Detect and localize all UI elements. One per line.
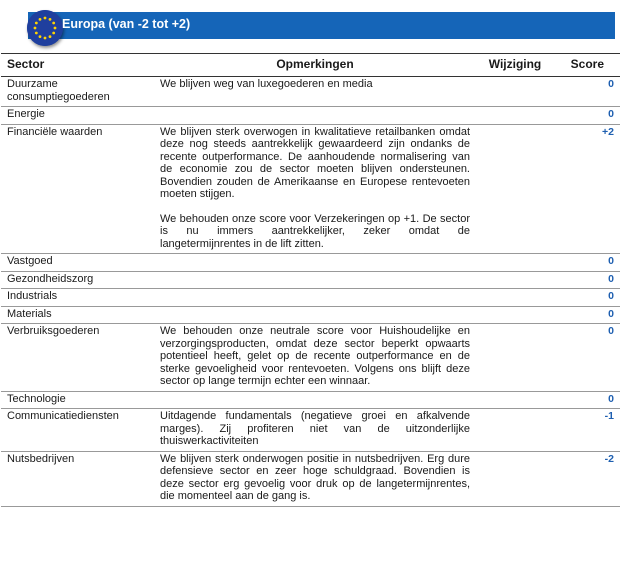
remark-paragraph: Uitdagende fundamentals (negatieve groei en afkalvende marges). Zij profiteren niet van de uitzonderlijke thuiswerkactiviteiten [160, 410, 470, 447]
remark-paragraph: We behouden onze neutrale score voor Huishoudelijke en verzorgingsproducten, omdat deze sector beperkt opwaarts potentieel heeft, gelet op de recente outperformance en de sterke gevoeligheid voor rentevoeten. Volgens ons blijft deze sector op lange termijn echter een winnaar. [160, 325, 470, 387]
flag-star [52, 32, 55, 35]
sector-score: 0 [554, 271, 620, 289]
sector-score: 0 [554, 107, 620, 125]
table-row [1, 324, 620, 392]
sector-change [476, 306, 554, 324]
remark-paragraph: We blijven weg van luxegoederen en media [160, 78, 373, 90]
sector-remarks [154, 451, 476, 506]
sector-name: Financiële waarden [1, 124, 154, 254]
sector-change [476, 107, 554, 125]
flag-star [39, 18, 42, 21]
sector-remarks [154, 409, 476, 452]
sector-score: 0 [554, 324, 620, 392]
sector-remarks [154, 289, 476, 307]
flag-star [39, 35, 42, 38]
flag-star [54, 27, 57, 30]
sector-remarks [154, 306, 476, 324]
flag-star [34, 27, 37, 30]
header-sector: Sector [1, 54, 154, 77]
header-change: Wijziging [476, 54, 554, 77]
sector-score: 0 [554, 77, 620, 107]
table-header-row [1, 54, 620, 77]
sector-name: Gezondheidszorg [1, 271, 154, 289]
sector-name: Technologie [1, 391, 154, 409]
flag-star [44, 17, 47, 20]
sector-score: 0 [554, 289, 620, 307]
table-row [1, 271, 620, 289]
table-row [1, 391, 620, 409]
table-row [1, 107, 620, 125]
sector-name: Vastgoed [1, 254, 154, 272]
remark-paragraph: We behouden onze score voor Verzekeringen op +1. De sector is nu immers aantrekkelijker, zeker omdat de langetermijnrentes in de lift zitten. [160, 212, 470, 250]
sector-name: Materials [1, 306, 154, 324]
flag-star [44, 37, 47, 40]
sector-score: 0 [554, 306, 620, 324]
sector-remarks [154, 77, 476, 107]
sector-score: -2 [554, 451, 620, 506]
flag-star [49, 35, 52, 38]
sector-name: Energie [1, 107, 154, 125]
remark-paragraph: We blijven sterk onderwogen positie in nutsbedrijven. Erg dure defensieve sector en zeer hoge schuldgraad. Bovendien is deze sector erg gevoelig voor druk op de langetermijnrentes, die momenteel aan de gang is. [160, 452, 470, 502]
table-row [1, 306, 620, 324]
sector-change [476, 271, 554, 289]
table-row [1, 409, 620, 452]
page-title: Europa (van -2 tot +2) [62, 17, 191, 31]
eu-flag-icon [27, 10, 63, 46]
sector-change [476, 451, 554, 506]
header-remarks: Opmerkingen [154, 54, 476, 77]
table-row [1, 124, 620, 254]
sector-name: Nutsbedrijven [1, 451, 154, 506]
flag-star [35, 22, 38, 25]
sector-change [476, 254, 554, 272]
sector-remarks [154, 271, 476, 289]
sector-change [476, 124, 554, 254]
sector-remarks [154, 254, 476, 272]
sector-name: Industrials [1, 289, 154, 307]
table-row [1, 289, 620, 307]
table-row [1, 77, 620, 107]
sector-name: Duurzame consumptiegoederen [1, 77, 154, 107]
sector-remarks [154, 391, 476, 409]
sector-remarks [154, 324, 476, 392]
sector-change [476, 409, 554, 452]
sector-table [1, 53, 620, 507]
remark-paragraph: We blijven sterk overwogen in kwalitatieve retailbanken omdat deze nog steeds aantrekkelijk gewaardeerd zijn ondanks de recente outperformance. De aanhoudende normalisering van de economie zou de sector moeten blijven ondersteunen. Bovendien zouden de Amerikaanse en Europese rentevoeten moeten stijgen. [160, 125, 470, 200]
sector-remarks [154, 124, 476, 254]
sector-name: Communicatiediensten [1, 409, 154, 452]
sector-score: 0 [554, 391, 620, 409]
sector-change [476, 289, 554, 307]
flag-star [52, 22, 55, 25]
flag-star [49, 18, 52, 21]
table-row [1, 254, 620, 272]
sector-remarks [154, 107, 476, 125]
sector-score: +2 [554, 124, 620, 254]
sector-change [476, 77, 554, 107]
sector-score: -1 [554, 409, 620, 452]
sector-change [476, 324, 554, 392]
sector-change [476, 391, 554, 409]
sector-score: 0 [554, 254, 620, 272]
table-row [1, 451, 620, 506]
flag-star [35, 32, 38, 35]
header-score: Score [554, 54, 620, 77]
sector-name: Verbruiksgoederen [1, 324, 154, 392]
